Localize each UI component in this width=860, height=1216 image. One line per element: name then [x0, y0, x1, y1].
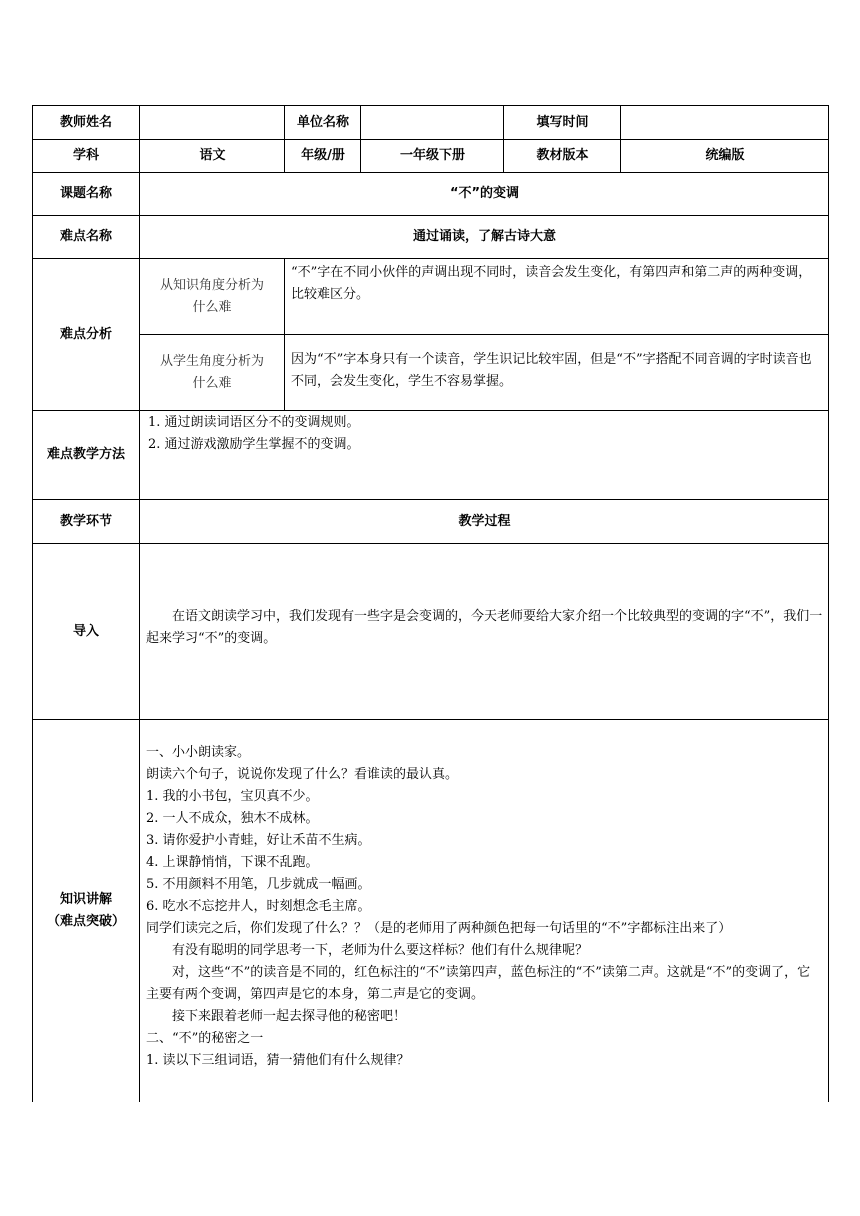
subject-label: 学科	[72, 148, 99, 163]
unit-name-label: 单位名称	[296, 114, 349, 130]
teacher-name-label: 教师姓名	[59, 114, 112, 130]
stage-label: 教学环节	[59, 513, 112, 529]
fill-time-value	[621, 105, 829, 140]
intro-label: 导入	[72, 623, 99, 639]
knowledge-angle-text: “不”字在不同小伙伴的声调出现不同时，读音会发生变化，有第四声和第二声的两种变调，比较难区分。	[291, 265, 812, 302]
sentence-item: 4. 上课静悄悄，下课不乱跑。	[146, 855, 319, 870]
edition-label: 教材版本	[536, 148, 589, 163]
process-label: 教学过程	[458, 513, 511, 529]
sentence-item: 2. 一人不成众，独木不成林。	[146, 811, 319, 826]
instruction: 朗读六个句子，说说你发现了什么？看谁读的最认真。	[146, 767, 459, 782]
edition-value: 统编版	[705, 148, 745, 163]
topic-value: “不”的变调	[449, 186, 520, 201]
sentence-item: 6. 吃水不忘挖井人，时刻想念毛主席。	[146, 899, 371, 914]
method-item: 2. 通过游戏激励学生掌握不的变调。	[148, 437, 360, 452]
student-angle-label: 从学生角度分析为什么难	[159, 353, 264, 391]
difficulty-value: 通过诵读，了解古诗大意	[412, 229, 556, 244]
knowledge-angle-label: 从知识角度分析为什么难	[159, 277, 264, 315]
paragraph: 接下来跟着老师一起去探寻他的秘密吧！	[172, 1009, 407, 1024]
student-angle-text: 因为“不”字本身只有一个读音，学生识记比较牢固，但是“不”字搭配不同音调的字时读音也不同，会发生变化，学生不容易掌握。	[291, 352, 812, 389]
question-paragraph: 同学们读完之后，你们发现了什么？？（是的老师用了两种颜色把每一句话里的“不”字都标注出来了）	[146, 921, 732, 936]
section2-item: 1. 读以下三组词语，猜一猜他们有什么规律？	[146, 1053, 410, 1068]
difficulty-label: 难点名称	[59, 229, 112, 244]
paragraph: 有没有聪明的同学思考一下，老师为什么要这样标？他们有什么规律呢？	[172, 943, 589, 958]
paragraph: 对，这些“不”的读音是不同的，红色标注的“不”读第四声，蓝色标注的“不”读第二声。这就是“不”的变调了，它主要有两个变调，第四声是它的本身，第二声是它的变调。	[146, 965, 811, 1002]
lesson-plan-table	[32, 105, 829, 1102]
knowledge-label	[32, 719, 140, 1102]
knowledge-label-line1: 知识讲解	[59, 891, 112, 907]
teacher-name-value	[140, 105, 285, 140]
topic-label: 课题名称	[59, 186, 112, 201]
intro-text	[140, 543, 829, 720]
sentence-item: 1. 我的小书包，宝贝真不少。	[146, 789, 319, 804]
method-item: 1. 通过朗读词语区分不的变调规则。	[148, 415, 360, 430]
unit-name-value	[361, 105, 504, 140]
grade-label: 年级/册	[301, 148, 345, 163]
methods-list	[140, 410, 829, 500]
knowledge-content	[140, 719, 829, 1102]
sentence-item: 3. 请你爱护小青蛙，好让禾苗不生病。	[146, 833, 371, 848]
section1-title: 一、小小朗读家。	[146, 745, 251, 760]
fill-time-label: 填写时间	[536, 114, 589, 130]
subject-value: 语文	[199, 148, 226, 163]
grade-value: 一年级下册	[399, 148, 465, 163]
analysis-label: 难点分析	[59, 326, 112, 342]
sentence-item: 5. 不用颜料不用笔，几步就成一幅画。	[146, 877, 371, 892]
knowledge-label-line2: （难点突破）	[46, 913, 125, 929]
section2-title: 二、“不”的秘密之一	[146, 1031, 264, 1046]
intro-paragraph: 在语文朗读学习中，我们发现有一些字是会变调的，今天老师要给大家介绍一个比较典型的变调的字“不”，我们一起来学习“不”的变调。	[146, 609, 823, 646]
methods-label: 难点教学方法	[46, 447, 125, 462]
